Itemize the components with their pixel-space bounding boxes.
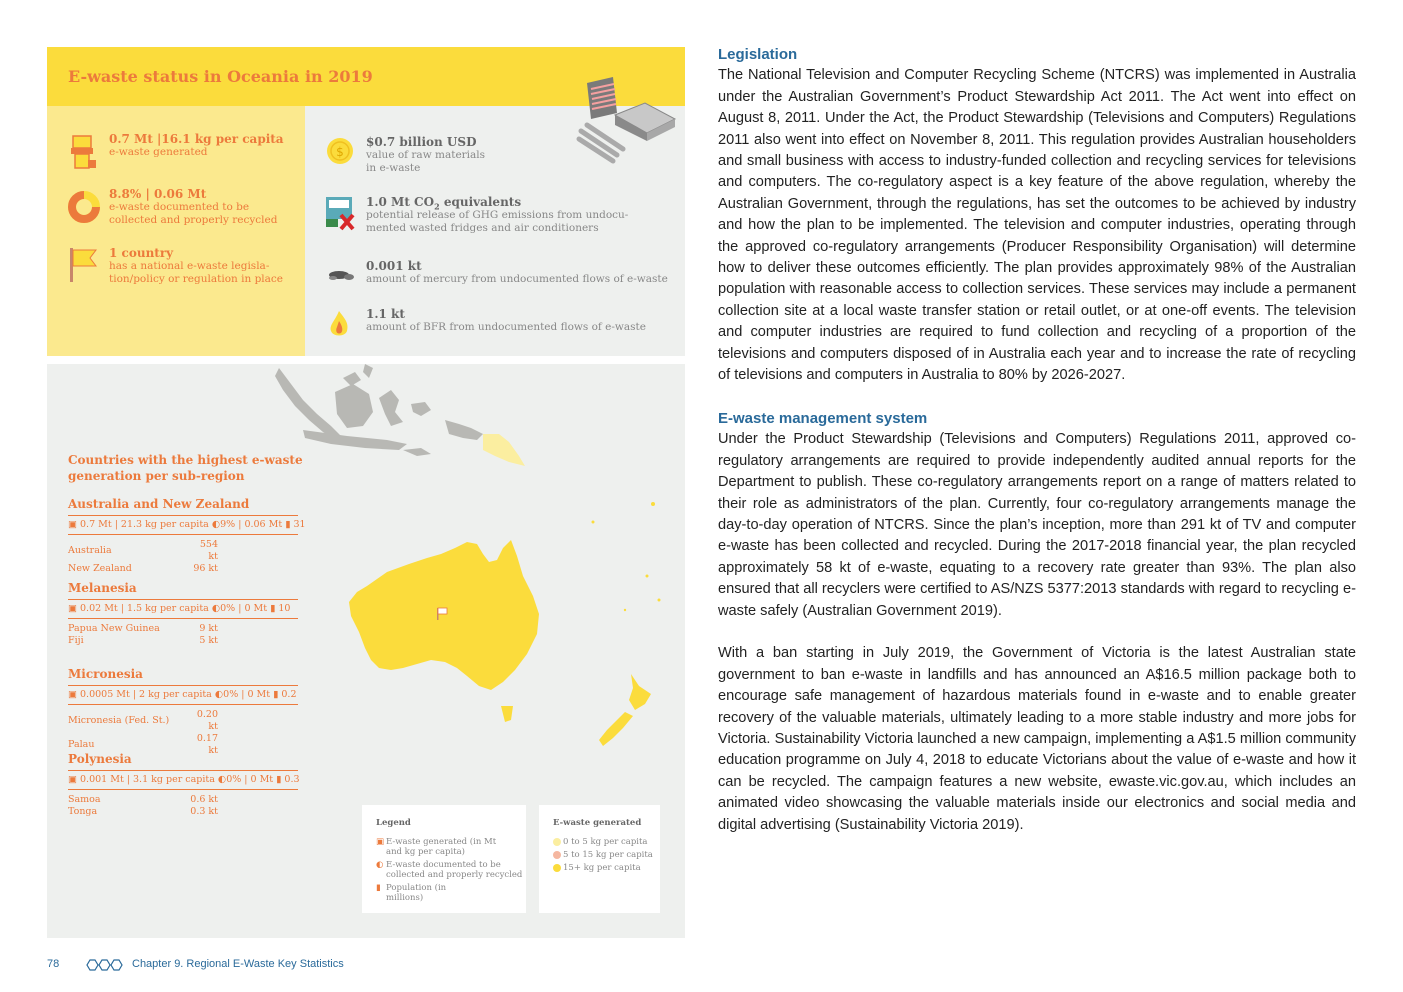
ewaste-bin-icon bbox=[68, 132, 102, 170]
stat-description: value of raw materials in e-waste bbox=[366, 149, 486, 174]
population-mini-icon: ▮ bbox=[285, 519, 291, 530]
new-zealand-north bbox=[629, 674, 651, 710]
table-row: Papua New Guinea 9 kt bbox=[68, 623, 218, 634]
stat-description: has a national e-waste legisla- tion/policy or regulation in place bbox=[109, 260, 284, 285]
info-title: E-waste status in Oceania in 2019 bbox=[68, 67, 373, 86]
coin-icon bbox=[325, 135, 359, 173]
stat-ewaste-generated bbox=[68, 132, 298, 172]
region-name: Micronesia bbox=[68, 667, 143, 681]
legend-title: Legend bbox=[376, 818, 411, 828]
pacific-islands bbox=[592, 502, 661, 611]
stat-value: 1.1 kt bbox=[366, 307, 405, 321]
recycle-mini-icon: ◐ bbox=[376, 860, 384, 870]
svg-text:$: $ bbox=[336, 145, 344, 159]
region-polynesia bbox=[68, 752, 298, 818]
highest-ewaste-title: Countries with the highest e-waste generation per sub-region bbox=[68, 453, 303, 483]
region-stats: ▣ 0.0005 Mt | 2 kg per capita ◐0% | 0 Mt ▮ 0.2 bbox=[68, 685, 298, 705]
region-stats: ▣ 0.001 Mt | 3.1 kg per capita ◐0% | 0 Mt ▮ 0.3 bbox=[68, 770, 298, 790]
stat-value: 0.001 kt bbox=[366, 259, 422, 273]
region-country-table bbox=[68, 539, 218, 575]
table-row: Samoa 0.6 kt bbox=[68, 794, 218, 805]
recycle-mini-icon: ◐ bbox=[211, 603, 221, 614]
mercury-icon bbox=[325, 259, 359, 297]
recycle-mini-icon: ◐ bbox=[211, 519, 221, 530]
region-australia-nz bbox=[68, 497, 306, 575]
oceania-map-panel bbox=[47, 364, 685, 938]
new-zealand-south bbox=[599, 712, 633, 746]
table-row: Australia 554 kt bbox=[68, 539, 218, 562]
table-row: New Zealand 96 kt bbox=[68, 563, 218, 574]
stat-raw-materials bbox=[325, 135, 665, 177]
stat-description: amount of BFR from undocumented flows of e-waste bbox=[366, 321, 646, 333]
region-country-table bbox=[68, 623, 218, 647]
ewaste-mini-icon: ▣ bbox=[68, 774, 77, 785]
victoria-paragraph: With a ban starting in July 2019, the Government of Victoria is the latest Australian state government to ban e-waste in landfills and has announced an A$16.5 million package both to encourage safe management of hazardous materials found in e-waste and to enable greater recovery of the valuable materials, ultimately leading to a more stable industry and more jobs for Victoria. Sustainability Victoria launched a new campaign, implementing a A$1.5 million community education programme on July 4, 2018 to educate Victorians about the value of e-waste and how it can be recycled. The campaign features a new website, ewaste.vic.gov.au, which includes an animated video showcasing the valuable materials inside our electronics and social media and digital advertising (Sustainability Victoria 2019). bbox=[718, 645, 1356, 833]
recycle-ring-icon bbox=[68, 187, 102, 225]
region-country-table bbox=[68, 709, 218, 757]
region-micronesia bbox=[68, 667, 298, 757]
region-melanesia bbox=[68, 581, 298, 647]
legislation-paragraph: The National Television and Computer Recycling Scheme (NTCRS) was implemented in Australia under the Australian Government’s Product Stewardship Act 2011. The Act went into effect on August 8, 2011. Under the Act, the Product Stewardship (Televisions and Computers) Regulations 2011 also went into effect on November 8, 2011. This regulation provides Australian householders and small business with access to industry-funded collection and recycling services for televisions and computers. The co-regulatory aspect is a key feature of the above regulation, whereby the Australian Government, through the regulations, has set the outcomes to be achieved by industry and how the plan to be implemented. The television and computer industries, operating through the approved co-regulatory arrangements (Producer Responsibility Organisation) will determine how to deliver these outcomes efficiently. The plan provides approximately 98% of the Australian population with reasonable access to collection services. These services may include a permanent collection site at a local waste transfer station or retail outlet, or at one-off events. The television and computer industries are required to fund collection and recycling of a proportion of the televisions and computers disposed of in Australia each year and to increase the rate of recycling of televisions and computers in Australia to 80% by 2026-2027. bbox=[718, 67, 1356, 384]
region-stats: ▣ 0.02 Mt | 1.5 kg per capita ◐0% | 0 Mt ▮ 10 bbox=[68, 599, 298, 619]
flag-icon bbox=[68, 246, 102, 284]
chapter-title: Chapter 9. Regional E-Waste Key Statistics bbox=[132, 958, 344, 970]
ewaste-mini-icon: ▣ bbox=[376, 837, 385, 847]
stat-ghg bbox=[325, 195, 665, 237]
population-mini-icon: ▮ bbox=[270, 603, 276, 614]
population-mini-icon: ▮ bbox=[376, 883, 381, 893]
table-row: Micronesia (Fed. St.) 0.20 kt bbox=[68, 709, 218, 732]
table-row: Fiji 5 kt bbox=[68, 635, 218, 646]
ewaste-mini-icon: ▣ bbox=[68, 519, 77, 530]
text-column bbox=[718, 44, 1356, 836]
australia bbox=[349, 540, 539, 690]
ewaste-mini-icon: ▣ bbox=[68, 689, 77, 700]
stat-description: amount of mercury from undocumented flows of e-waste bbox=[366, 273, 668, 285]
recycle-mini-icon: ◐ bbox=[217, 774, 227, 785]
color-swatch bbox=[553, 851, 561, 859]
stat-description: potential release of GHG emissions from undocu- mented wasted fridges and air conditioners bbox=[366, 209, 629, 234]
stat-value: 0.7 Mt |16.1 kg per capita bbox=[109, 132, 284, 146]
table-row: Palau 0.17 kt bbox=[68, 733, 218, 756]
region-name: Australia and New Zealand bbox=[68, 497, 250, 511]
legend-title: E-waste generated bbox=[553, 818, 642, 828]
stat-description: e-waste generated bbox=[109, 146, 208, 158]
tasmania bbox=[501, 706, 513, 722]
recycle-mini-icon: ◐ bbox=[214, 689, 224, 700]
table-row: Tonga 0.3 kt bbox=[68, 806, 218, 817]
stat-value: 1.0 Mt $CO_2$ equivalents bbox=[366, 195, 522, 212]
southeast-asia-landmass bbox=[275, 364, 483, 456]
page-number: 78 bbox=[47, 958, 60, 970]
population-mini-icon: ▮ bbox=[276, 774, 282, 785]
region-name: Melanesia bbox=[68, 581, 137, 595]
oceania-stats-panel bbox=[47, 47, 685, 356]
stat-legislation bbox=[68, 246, 298, 286]
legislation-heading: Legislation bbox=[718, 46, 798, 63]
flame-icon bbox=[325, 307, 359, 345]
stat-ewaste-recycled bbox=[68, 187, 298, 227]
legend-box: Legend ▣ E-waste generated (in Mt and kg per capita) ◐ E-waste documented to be collected and properly recycled ▮ Population (in millions) bbox=[362, 805, 526, 913]
info-left-column bbox=[47, 106, 305, 356]
stat-mercury bbox=[325, 259, 668, 289]
stat-value: $0.7 billion USD bbox=[366, 135, 477, 149]
fridge-ghg-icon bbox=[325, 195, 359, 233]
stat-value: 8.8% | 0.06 Mt bbox=[109, 187, 207, 201]
color-swatch bbox=[553, 838, 561, 846]
ewaste-generated-legend: E-waste generated 0 to 5 kg per capita 5 to 15 kg per capita 15+ kg per capita bbox=[539, 805, 660, 913]
info-header bbox=[47, 47, 685, 106]
stat-value: 1 country bbox=[109, 246, 174, 260]
region-name: Polynesia bbox=[68, 752, 132, 766]
stat-bfr bbox=[325, 307, 665, 337]
region-country-table bbox=[68, 794, 218, 818]
papua-new-guinea bbox=[483, 434, 525, 466]
ewaste-mini-icon: ▣ bbox=[68, 603, 77, 614]
hexagon-logo-icon bbox=[86, 958, 126, 972]
ewaste-management-paragraph: Under the Product Stewardship (Televisions and Computers) Regulations 2011, approved co-regulatory arrangements are required to provide independently audited annual reports for the Department to publish. These co-regulatory arrangements report on a range of matters related to their role as administrators of the plan. Currently, four co-regulatory arrangements manage the day-to-day operation of NTCRS. Since the plan’s inception, more than 291 kt of TV and computer e-waste has been collected and recycled. During the 2017-2018 financial year, the plan recycled approximately 58 kt of e-waste, equating to a recovery rate greater than 93%. The plan also ensured that all recyclers were certified to AS/NZS 5377:2013 standards with regard to recycling e-waste safely (Australian Government 2019). bbox=[718, 431, 1356, 619]
color-swatch bbox=[553, 864, 561, 872]
stat-description: e-waste documented to be collected and properly recycled bbox=[109, 201, 278, 226]
population-mini-icon: ▮ bbox=[273, 689, 279, 700]
region-stats: ▣ 0.7 Mt | 21.3 kg per capita ◐9% | 0.06 Mt ▮ 31 bbox=[68, 515, 298, 535]
ewaste-management-heading: E-waste management system bbox=[718, 409, 928, 427]
